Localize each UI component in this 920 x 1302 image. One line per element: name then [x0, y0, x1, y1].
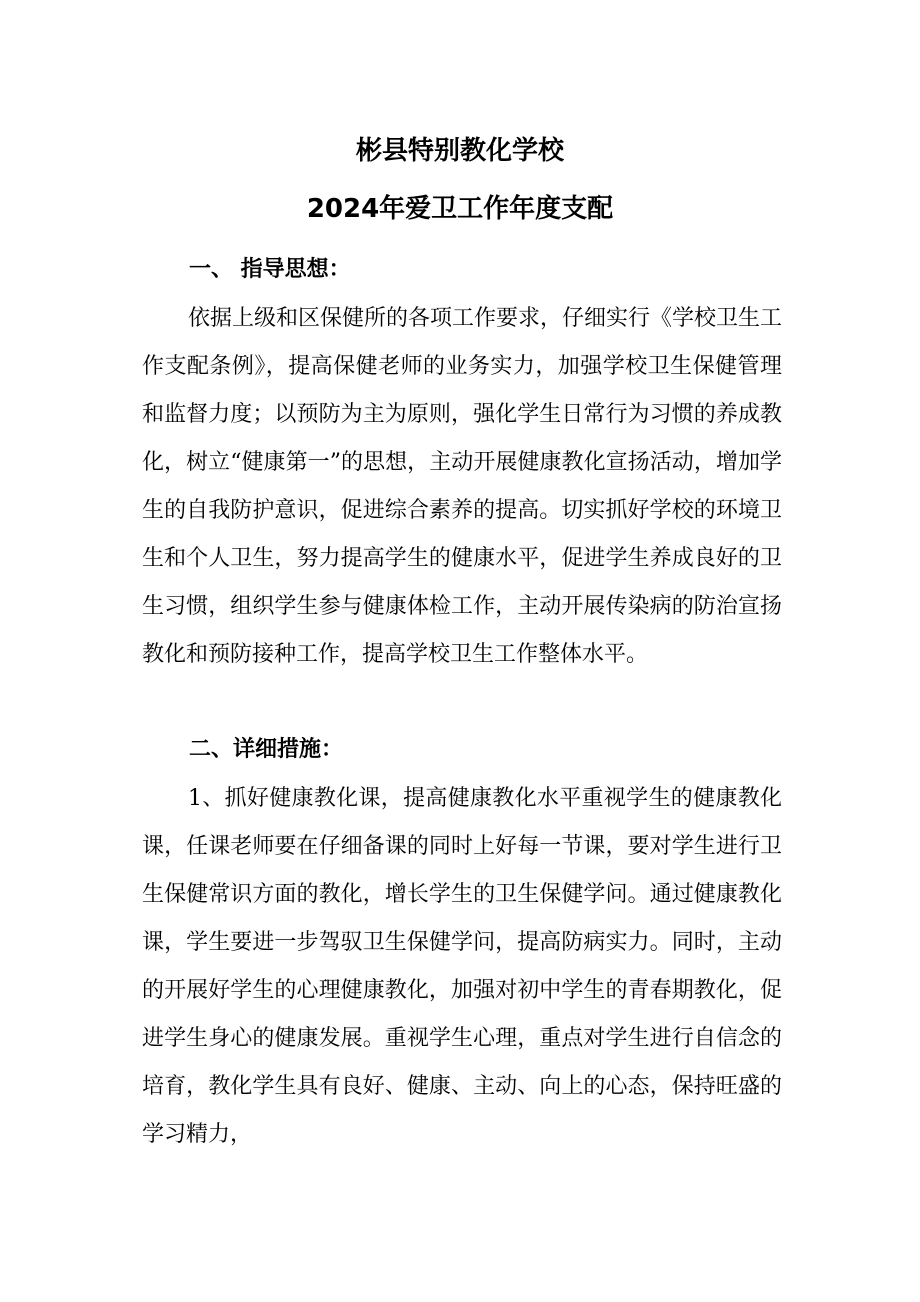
section-heading-detailed-measures: 二、详细措施：: [189, 737, 344, 762]
section-paragraph-guiding-ideology: 依据上级和区保健所的各项工作要求，仔细实行《学校卫生工作支配条例》，提高保健老师的业务实力，加强学校卫生保健管理和监督力度；以预防为主为原则，强化学生日常行为习惯的养成教化，树立“健康第一”的思想，主动开展健康教化宣扬活动，增加学生的自我防护意识，促进综合素养的提高。切实抓好学校的环境卫生和个人卫生，努力提高学生的健康水平，促进学生养成良好的卫生习惯，组织学生参与健康体检工作，主动开展传染病的防治宣扬教化和预防接种工作，提高学校卫生工作整体水平。: [142, 306, 783, 667]
section-heading-guiding-ideology: 一、 指导思想：: [189, 257, 351, 282]
document-title-plan: 2024年爱卫工作年度支配: [306, 194, 614, 224]
section-paragraph-detailed-measures: 1、抓好健康教化课，提高健康教化水平重视学生的健康教化课，任课老师要在仔细备课的同时上好每一节课，要对学生进行卫生保健常识方面的教化，增长学生的卫生保健学问。通过健康教化课，学生要进一步驾驭卫生保健学问，提高防病实力。同时，主动的开展好学生的心理健康教化，加强对初中学生的青春期教化，促进学生身心的健康发展。重视学生心理，重点对学生进行自信念的培育，教化学生具有良好、健康、主动、向上的心态，保持旺盛的学习精力，: [142, 786, 782, 1147]
document-title-school: 彬县特别教化学校: [355, 136, 564, 166]
